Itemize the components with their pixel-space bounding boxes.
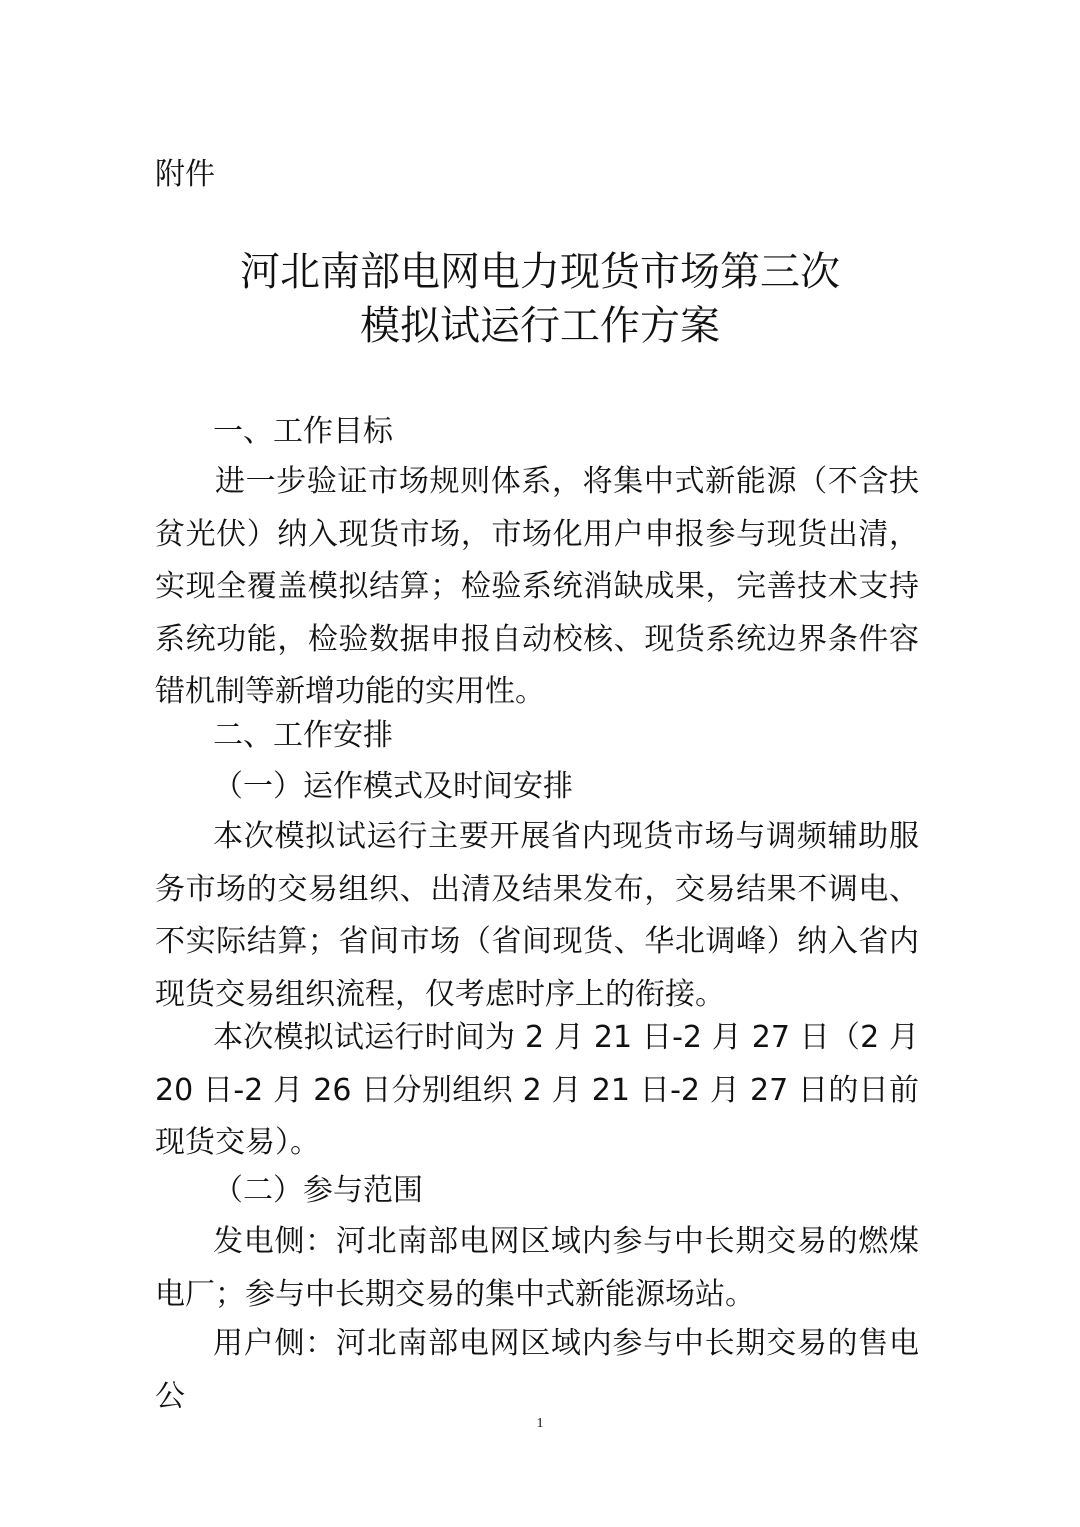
subsection-2-paragraph-1: 发电侧：河北南部电网区域内参与中长期交易的燃煤电厂；参与中长期交易的集中式新能源场站。 (155, 1224, 919, 1312)
subsection-2-heading: （二）参与范围 (213, 1173, 423, 1208)
section-1-heading: 一、工作目标 (213, 414, 393, 449)
document-title-line-1: 河北南部电网电力现货市场第三次 (240, 249, 840, 295)
subsection-1-paragraph-2: 本次模拟试运行时间为 2 月 21 日-2 月 27 日（2 月 20 日-2 月 26 日分别组织 2 月 21 日-2 月 27 日的日前现货交易）。 (155, 1020, 919, 1160)
section-2-heading: 二、工作安排 (213, 718, 393, 753)
section-1-body: 进一步验证市场规则体系，将集中式新能源（不含扶贫光伏）纳入现货市场，市场化用户申报参与现货出清，实现全覆盖模拟结算；检验系统消缺成果，完善技术支持系统功能，检验数据申报自动校核、现货系统边界条件容错机制等新增功能的实用性。 (155, 464, 919, 709)
subsection-2-paragraph-2: 用户侧：河北南部电网区域内参与中长期交易的售电公 (155, 1326, 919, 1414)
page-number: 1 (536, 1416, 544, 1431)
document-title-line-2: 模拟试运行工作方案 (360, 303, 720, 349)
subsection-1-paragraph-1: 本次模拟试运行主要开展省内现货市场与调频辅助服务市场的交易组织、出清及结果发布，交易结果不调电、不实际结算；省间市场（省间现货、华北调峰）纳入省内现货交易组织流程，仅考虑时序上的衔接。 (155, 819, 919, 1012)
subsection-1-heading: （一）运作模式及时间安排 (213, 769, 573, 804)
attachment-label: 附件 (155, 157, 215, 192)
